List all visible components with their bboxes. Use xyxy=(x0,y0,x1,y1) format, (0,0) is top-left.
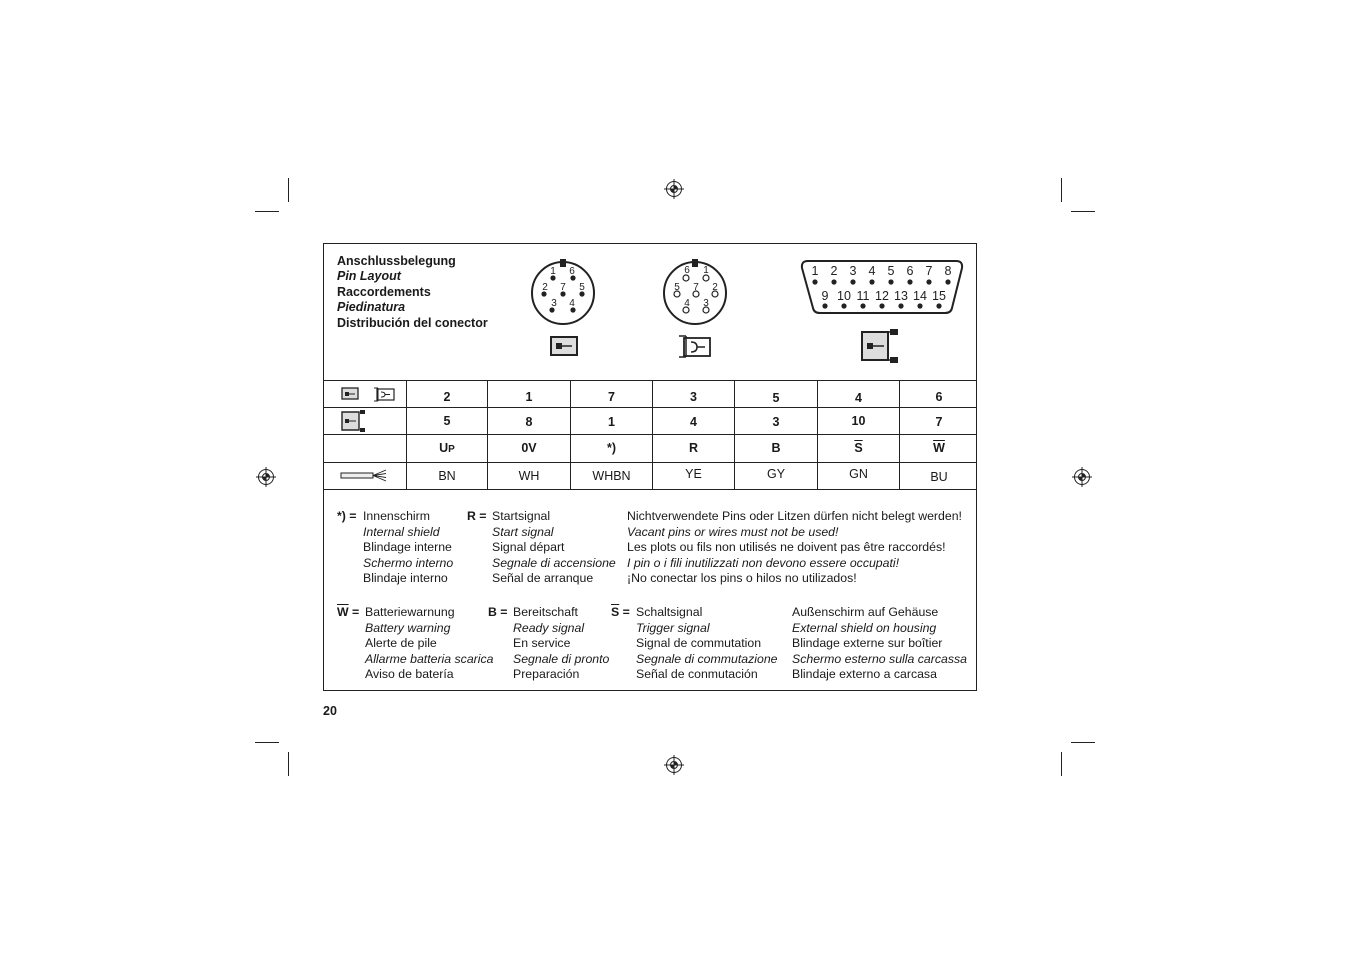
legend-line: Blindage externe sur boîtier xyxy=(792,636,943,650)
crop-mark xyxy=(1071,742,1095,743)
header-line-de: Anschlussbelegung xyxy=(337,254,456,268)
legend-line: ¡No conectar los pins o hilos no utilizados! xyxy=(627,571,857,585)
pin-label: 5 xyxy=(674,282,680,293)
legend-key-eq: = xyxy=(619,605,630,619)
legend-ready-signal xyxy=(488,605,609,683)
legend-line: Blindaje externo a carcasa xyxy=(792,667,937,681)
legend-line: I pin o i fili inutilizzati non devono essere occupati! xyxy=(627,555,900,570)
pin-label: 11 xyxy=(856,289,870,303)
legend-key-letter: $\overline{S}$ xyxy=(611,605,620,619)
crop-mark xyxy=(288,752,289,776)
pin-label: 14 xyxy=(913,289,927,303)
table-row-divider xyxy=(323,462,977,463)
table-cell: 1 xyxy=(525,390,533,404)
legend-line: Señal de arranque xyxy=(492,571,594,585)
table-cell: 8 xyxy=(525,415,533,429)
table-cell: 0V xyxy=(521,441,537,455)
crop-mark xyxy=(1061,178,1062,202)
pin-label: 5 xyxy=(887,264,895,278)
table-cell: 6 xyxy=(935,390,943,404)
header-line-it: Piedinatura xyxy=(337,300,406,315)
legend-line: Bereitschaft xyxy=(513,605,578,619)
legend-external-shield xyxy=(792,605,967,683)
section-header xyxy=(337,254,488,331)
pin-label: 10 xyxy=(837,289,851,303)
table-row-divider xyxy=(323,434,977,435)
pin-label: 12 xyxy=(875,289,889,303)
legend-line: Allarme batteria scarica xyxy=(365,651,494,666)
crop-mark xyxy=(288,178,289,202)
registration-mark-icon xyxy=(1072,467,1092,487)
pin-label: 2 xyxy=(712,282,718,293)
legend-key-letter: $\overline{W}$ xyxy=(337,605,349,619)
pin-label: 3 xyxy=(849,264,857,278)
table-cell: 2 xyxy=(443,390,451,404)
legend-line: Ready signal xyxy=(513,620,585,635)
table-cell: 7 xyxy=(608,390,615,404)
table-cell: B xyxy=(771,441,781,455)
registration-mark-icon xyxy=(664,755,684,775)
pin-label: 1 xyxy=(550,266,556,277)
dsub15-connector-diagram xyxy=(800,258,966,318)
pin-label: 7 xyxy=(693,282,699,293)
dsub-plug-icon xyxy=(340,409,366,433)
table-cell: YE xyxy=(685,467,702,481)
table-cell: $\overline{W}$ xyxy=(933,441,945,455)
crop-mark xyxy=(255,211,279,212)
pin-label: 6 xyxy=(684,265,690,276)
legend-key: R = xyxy=(467,509,487,523)
legend-battery-warning xyxy=(337,605,493,683)
legend-key: B = xyxy=(488,605,508,619)
table-cell: 4 xyxy=(855,391,862,405)
legend-line: Vacant pins or wires must not be used! xyxy=(627,524,839,539)
header-line-en: Pin Layout xyxy=(337,269,401,284)
table-cell: $\overline{S}$ xyxy=(854,441,863,455)
legend-line: Señal de conmutación xyxy=(636,667,758,681)
pin-label: 2 xyxy=(830,264,838,278)
legend-unused-pins-note xyxy=(627,509,962,587)
legend-line: Alerte de pile xyxy=(365,636,437,650)
pin-label: 1 xyxy=(811,264,819,278)
legend-line: Nichtverwendete Pins oder Litzen dürfen nicht belegt werden! xyxy=(627,509,962,523)
table-top-border xyxy=(323,380,977,381)
crop-mark xyxy=(1071,211,1095,212)
legend-line: Außenschirm auf Gehäuse xyxy=(792,605,939,619)
male-plug-icon xyxy=(341,387,359,400)
pin-label: 3 xyxy=(551,298,557,309)
legend-line: Batteriewarnung xyxy=(365,605,455,619)
header-line-es: Distribución del conector xyxy=(337,315,488,330)
legend-line: Schermo esterno sulla carcassa xyxy=(792,651,967,666)
page-number: 20 xyxy=(323,704,337,718)
pin-label: 7 xyxy=(560,282,566,293)
table-cell: 1 xyxy=(608,415,615,429)
header-line-fr: Raccordements xyxy=(337,284,431,299)
table-bottom-border xyxy=(323,489,977,490)
female-socket-icon xyxy=(373,386,395,402)
legend-line: Segnale di accensione xyxy=(492,555,616,570)
legend-line: Signal de commutation xyxy=(636,636,762,650)
pin-label: 4 xyxy=(569,298,575,309)
registration-mark-icon xyxy=(256,467,276,487)
legend-line: Start signal xyxy=(492,524,554,539)
legend-line: Schaltsignal xyxy=(636,605,703,619)
legend-inner-shield xyxy=(337,509,453,587)
din8-male-connector-diagram xyxy=(528,258,598,328)
table-row-divider xyxy=(323,407,977,408)
pin-label: 9 xyxy=(821,289,829,303)
table-cell: 7 xyxy=(935,415,943,429)
pin-label: 13 xyxy=(894,289,908,303)
pin-label: 2 xyxy=(542,282,548,293)
table-cell: GY xyxy=(766,467,786,481)
legend-line: Blindage interne xyxy=(363,540,452,554)
registration-mark-icon xyxy=(664,179,684,199)
legend-line: Segnale di pronto xyxy=(513,651,610,666)
legend-key-eq: = xyxy=(348,605,360,619)
legend-line: Trigger signal xyxy=(636,620,710,635)
din8-female-connector-diagram xyxy=(660,258,730,328)
pin-label: 5 xyxy=(579,282,585,293)
pin-label: 15 xyxy=(932,289,946,303)
legend-line: Schermo interno xyxy=(363,555,454,570)
pin-label: 7 xyxy=(925,264,933,278)
pin-label: 3 xyxy=(703,298,709,309)
pin-label: 8 xyxy=(944,264,952,278)
legend-line: Les plots ou fils non utilisés ne doivent pas être raccordés! xyxy=(627,540,946,554)
crop-mark xyxy=(1061,752,1062,776)
legend-line: Internal shield xyxy=(363,524,440,539)
pin-label: 4 xyxy=(684,298,690,309)
table-cell: WH xyxy=(518,469,540,483)
table-cell: BU xyxy=(930,470,948,484)
table-cell: 3 xyxy=(690,390,697,404)
female-socket-icon xyxy=(678,333,712,359)
pin-label: 1 xyxy=(703,265,709,276)
legend-line: Innenschirm xyxy=(363,509,430,523)
crop-mark xyxy=(255,742,279,743)
legend-trigger-signal xyxy=(611,605,778,683)
table-cell: R xyxy=(688,441,699,455)
legend-line: Signal départ xyxy=(492,540,565,554)
pin-label: 4 xyxy=(868,264,876,278)
legend-start-signal xyxy=(467,509,616,587)
male-plug-icon xyxy=(550,336,578,356)
pin-label: 6 xyxy=(906,264,914,278)
table-cell: 5 xyxy=(443,414,451,428)
table-cell-up: UP xyxy=(439,441,455,455)
legend-line: En service xyxy=(513,636,571,650)
table-cell: 4 xyxy=(690,415,697,429)
table-cell: *) xyxy=(606,441,617,455)
legend-line: Startsignal xyxy=(492,509,551,523)
table-cell: 10 xyxy=(851,414,866,428)
legend-line: Battery warning xyxy=(365,620,451,635)
table-cell: GN xyxy=(849,467,868,481)
legend-line: External shield on housing xyxy=(792,620,937,635)
legend-line: Segnale di commutazione xyxy=(636,651,778,666)
legend-line: Preparación xyxy=(513,667,580,681)
legend-line: Blindaje interno xyxy=(363,571,448,585)
legend-key: *) = xyxy=(337,509,357,523)
table-cell: BN xyxy=(438,469,456,483)
legend-line: Aviso de batería xyxy=(365,667,454,681)
cable-icon xyxy=(340,469,388,483)
table-cell: 5 xyxy=(772,391,780,405)
pin-label: 6 xyxy=(569,266,575,277)
table-cell: 3 xyxy=(772,415,780,429)
dsub-plug-icon xyxy=(858,328,900,364)
table-cell: WHBN xyxy=(592,469,631,483)
